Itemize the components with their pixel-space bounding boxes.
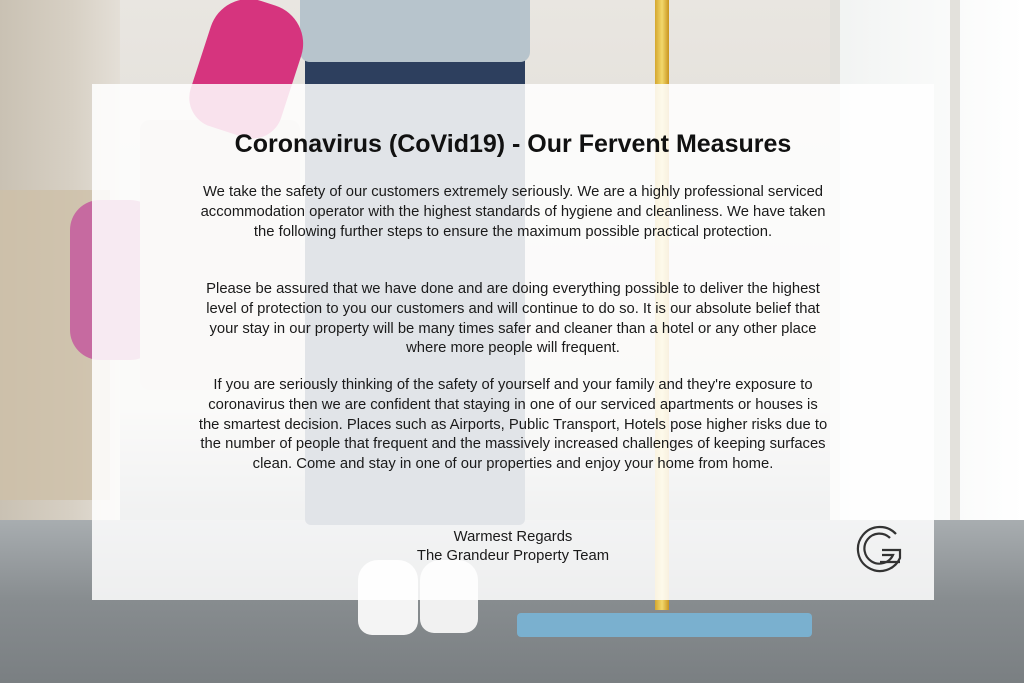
notice-paragraph-3: If you are seriously thinking of the safety of yourself and your family and they're exposure to coronavirus then we are confident that staying in one of our serviced apartments or houses is the smartest decision. Places such as Airports, Public Transport, Hotels pose higher risks due to the number of people that frequent and the massively increased challenges of keeping surfaces clean. Come and stay in one of our properties and enjoy your home from home. xyxy=(198,377,828,473)
notice-title: Coronavirus (CoVid19) - Our Fervent Measures xyxy=(234,130,792,158)
person-shirt xyxy=(300,0,530,62)
signature-text: The Grandeur Property Team xyxy=(416,548,610,564)
closing-text: Warmest Regards xyxy=(453,529,573,545)
grandeur-g-logo-icon xyxy=(852,522,908,576)
notice-paragraph-2: Please be assured that we have done and are doing everything possible to deliver the highest level of protection to you our customers and will continue to do so. It is our absolute belief that your stay in our property will be many times safer and cleaner than a hotel or any other place where more people will frequent. xyxy=(206,281,820,357)
notice-paragraph-1: We take the safety of our customers extremely seriously. We are a highly professional serviced accommodation operator with the highest standards of hygiene and cleanliness. We have taken the following further steps to ensure the maximum possible practical protection. xyxy=(200,184,826,240)
mop-head xyxy=(517,613,812,637)
